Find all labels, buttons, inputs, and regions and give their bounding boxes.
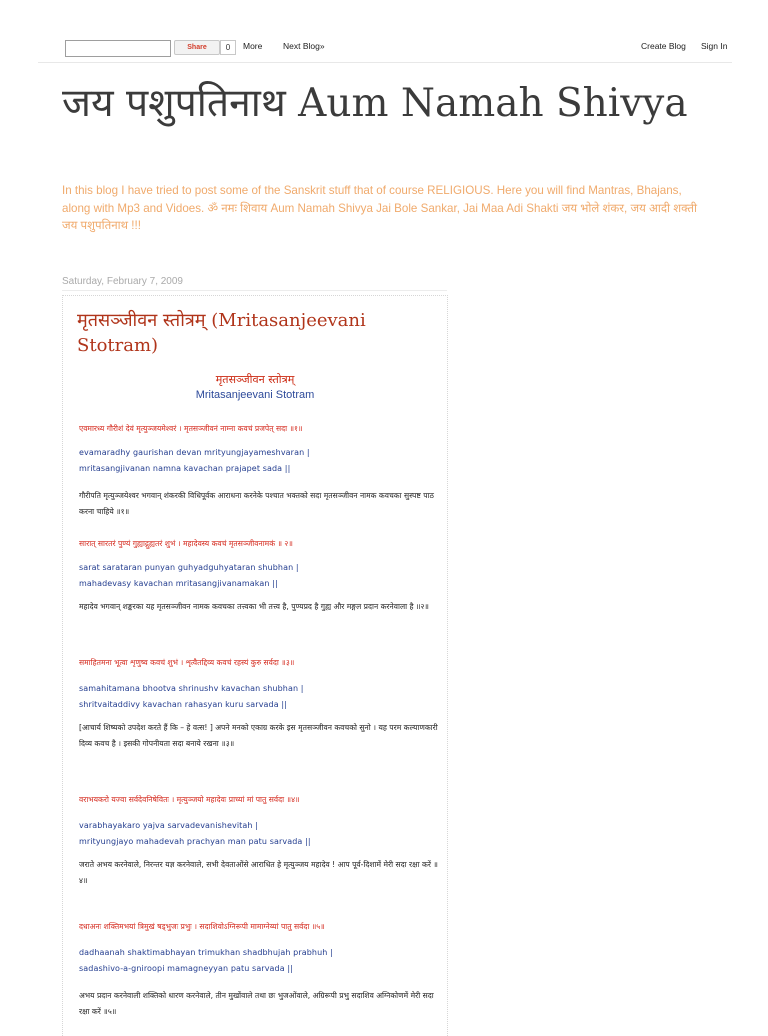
- verse-transliteration: shritvaitaddivy kavachan rahasyan kuru sarvada ||: [79, 700, 287, 709]
- blog-title[interactable]: जय पशुपतिनाथ Aum Namah Shivya: [62, 81, 688, 126]
- verse-transliteration: sadashivo-a-gniroopi mamagneyyan patu sarvada ||: [79, 964, 293, 973]
- verse-meaning: जराते अभय करनेवाले, निरन्तर यज्ञ करनेवाले, सभी देवताओंसे आराधित हे मृत्युञ्जय महादेव ! आप पूर्व-दिशामें मेरी सदा रक्षा करें ॥४॥: [79, 860, 438, 885]
- verse-transliteration: evamaradhy gaurishan devan mrityungjayameshvaran |: [79, 448, 310, 457]
- verse-transliteration: samahitamana bhootva shrinushv kavachan shubhan |: [79, 684, 304, 693]
- verse-transliteration: mritasangjivanan namna kavachan prajapet sada ||: [79, 464, 291, 473]
- blog-description: In this blog I have tried to post some of the Sanskrit stuff that of course RELIGIOUS. Here you will find Mantras, Bhajans, along with Mp3 and Vidoes. ॐ नमः शिवाय Aum Namah Shivya Jai Bole Sankar, Jai Maa Adi Shakti जय भोले शंकर, जय आदी शक्ती जय पशुपतिनाथ !!!: [62, 184, 697, 232]
- post-title[interactable]: मृतसञ्जीवन स्तोत्रम् (Mritasanjeevani Stotram): [77, 310, 366, 356]
- verse-transliteration: mrityungjayo mahadevah prachyan man patu sarvada ||: [79, 837, 311, 846]
- verse-meaning: अभय प्रदान करनेवाली शक्तिको धारण करनेवाले, तीन मुखोंवाले तथा छः भुजओंवाले, अग्रिरूपी प्रभु सदाशिव अग्निकोणमें मेरी सदा रक्षा करें ॥५॥: [79, 991, 434, 1016]
- blogger-navbar: [38, 28, 732, 63]
- next-blog-link[interactable]: Next Blog»: [283, 41, 325, 51]
- verse-transliteration: mahadevasy kavachan mritasangjivanamakan ||: [79, 579, 278, 588]
- post: [62, 295, 448, 1036]
- verse-sanskrit: एवमारध्य गौरीशं देवं मृत्युञ्जयमेश्वरं । मृतसञ्जीवनं नाम्ना कवचं प्रजपेत् सदा ॥१॥: [79, 424, 303, 433]
- stotram-english-title: Mritasanjeevani Stotram: [195, 389, 315, 401]
- divider: [62, 290, 447, 291]
- verse-sanskrit: वराभयकरो यज्वा सर्वदेवनिषेवितः । मृत्युञ्जयो महादेवः प्राच्यां मां पातु सर्वदा ॥४॥: [79, 795, 300, 804]
- sign-in-link[interactable]: Sign In: [701, 41, 728, 51]
- verse-sanskrit: समाहितमना भूत्वा शृणुष्व कवचं शुभं । शृत्वैतद्दिव्य कवचं रहस्यं कुरु सर्वदा ॥३॥: [79, 658, 295, 667]
- search-input[interactable]: [65, 40, 171, 57]
- verse-transliteration: varabhayakaro yajva sarvadevanishevitah |: [79, 821, 258, 830]
- verse-sanskrit: सारात् सारतरं पुण्यं गुह्याद्गुह्यतरं शुभं । महादेवस्य कवचं मृतसञ्जीवनामकं ॥ २॥: [79, 539, 293, 548]
- verse-transliteration: dadhaanah shaktimabhayan trimukhan shadbhujah prabhuh |: [79, 948, 333, 957]
- more-link[interactable]: More: [243, 41, 263, 51]
- share-count: 0: [220, 40, 236, 55]
- verse-meaning: महादेव भगवान् शङ्करका यह मृतसञ्जीवन नामक कवचका तत्त्वका भी तत्त्व है, पुण्यप्रद है गुह्य और मङ्गल प्रदान करनेवाला है ॥२॥: [79, 602, 429, 611]
- post-date: Saturday, February 7, 2009: [62, 276, 183, 287]
- verse-meaning: [आचार्य शिष्यको उपदेश करते हैं कि – हे वत्स! ] अपने मनको एकाग्र करके इस मृतसञ्जीवन कवचको सुनो । यह परम कल्याणकारी दिव्य कवच है । इसकी गोपनीयता सदा बनाये रखना ॥३॥: [79, 723, 438, 748]
- verse-transliteration: sarat sarataran punyan guhyadguhyataran shubhan |: [79, 563, 299, 572]
- verse-meaning: गौरीपति मृत्युञ्जयेश्वर भगवान् शंकरकी विधिपूर्वक आराधना करनेके पश्चात भक्तको सदा मृतसञ्जीवन नामक कवचका सुस्पष्ट पाठ करना चाहिये ॥१॥: [79, 491, 434, 516]
- verse-sanskrit: दधाअनः शक्तिमभयां त्रिमुखं षड्भुजः प्रभुः । सदाशिवोऽग्निरूपी मामाग्नेय्यां पातु सर्वदा ॥५॥: [79, 922, 325, 931]
- share-label: Share: [187, 44, 207, 51]
- stotram-hindi-title: मृतसञ्जीवन स्तोत्रम्: [215, 373, 295, 386]
- share-button[interactable]: [174, 40, 220, 55]
- create-blog-link[interactable]: Create Blog: [641, 41, 686, 51]
